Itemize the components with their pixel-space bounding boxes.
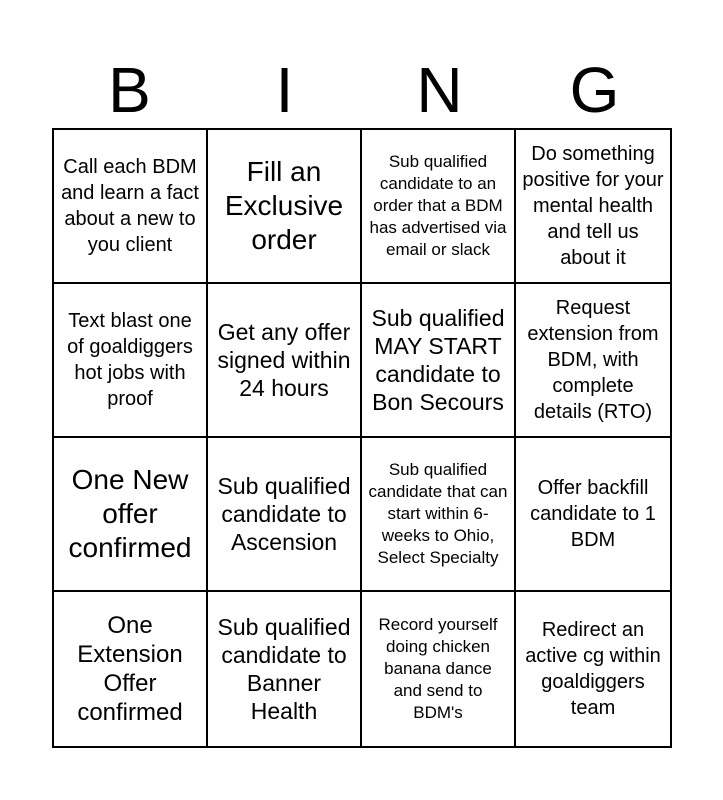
bingo-cell[interactable] (362, 438, 516, 592)
cell-text: Record yourself doing chicken banana dance and send to BDM's (378, 615, 498, 722)
bingo-cell[interactable] (208, 284, 362, 438)
bingo-cell[interactable] (362, 284, 516, 438)
cell-text: One New offer confirmed (68, 464, 192, 563)
header-letter-g: G (569, 54, 620, 126)
bingo-cell[interactable] (208, 438, 362, 592)
bingo-cell[interactable] (208, 130, 362, 284)
bingo-cell[interactable] (362, 130, 516, 284)
bingo-cell[interactable] (208, 592, 362, 746)
cell-text: Fill an Exclusive order (224, 156, 344, 255)
bingo-cell[interactable] (362, 592, 516, 746)
bingo-cell[interactable] (516, 438, 670, 592)
header-letter-i: I (275, 54, 294, 126)
bingo-cell[interactable] (54, 130, 208, 284)
cell-text: One Extension Offer confirmed (77, 612, 183, 726)
bingo-cell[interactable] (54, 438, 208, 592)
header-letter-n: N (416, 54, 463, 126)
cell-text: Sub qualified candidate that can start within 6-weeks to Ohio, Select Specialty (368, 460, 508, 567)
cell-text: Get any offer signed within 24 hours (217, 319, 351, 401)
cell-text: Do something positive for your mental health and tell us about it (522, 143, 664, 269)
cell-text: Sub qualified candidate to an order that a BDM has advertised via email or slack (369, 152, 507, 259)
bingo-board (52, 128, 672, 748)
cell-text: Sub qualified candidate to Ascension (217, 473, 351, 555)
bingo-cell[interactable] (54, 284, 208, 438)
bingo-cell[interactable] (516, 592, 670, 746)
bingo-cell[interactable] (516, 130, 670, 284)
cell-text: Request extension from BDM, with complete details (RTO) (527, 297, 659, 423)
cell-text: Call each BDM and learn a fact about a new to you client (61, 156, 199, 256)
cell-text: Text blast one of goaldiggers hot jobs with proof (67, 310, 193, 410)
bingo-header (52, 55, 672, 125)
header-letter-b: B (108, 54, 151, 126)
cell-text: Sub qualified candidate to Banner Health (217, 614, 351, 724)
cell-text: Redirect an active cg within goaldiggers team (525, 619, 661, 719)
cell-text: Offer backfill candidate to 1 BDM (530, 477, 656, 551)
bingo-cell[interactable] (54, 592, 208, 746)
bingo-cell[interactable] (516, 284, 670, 438)
cell-text: Sub qualified MAY START candidate to Bon Secours (371, 305, 505, 415)
